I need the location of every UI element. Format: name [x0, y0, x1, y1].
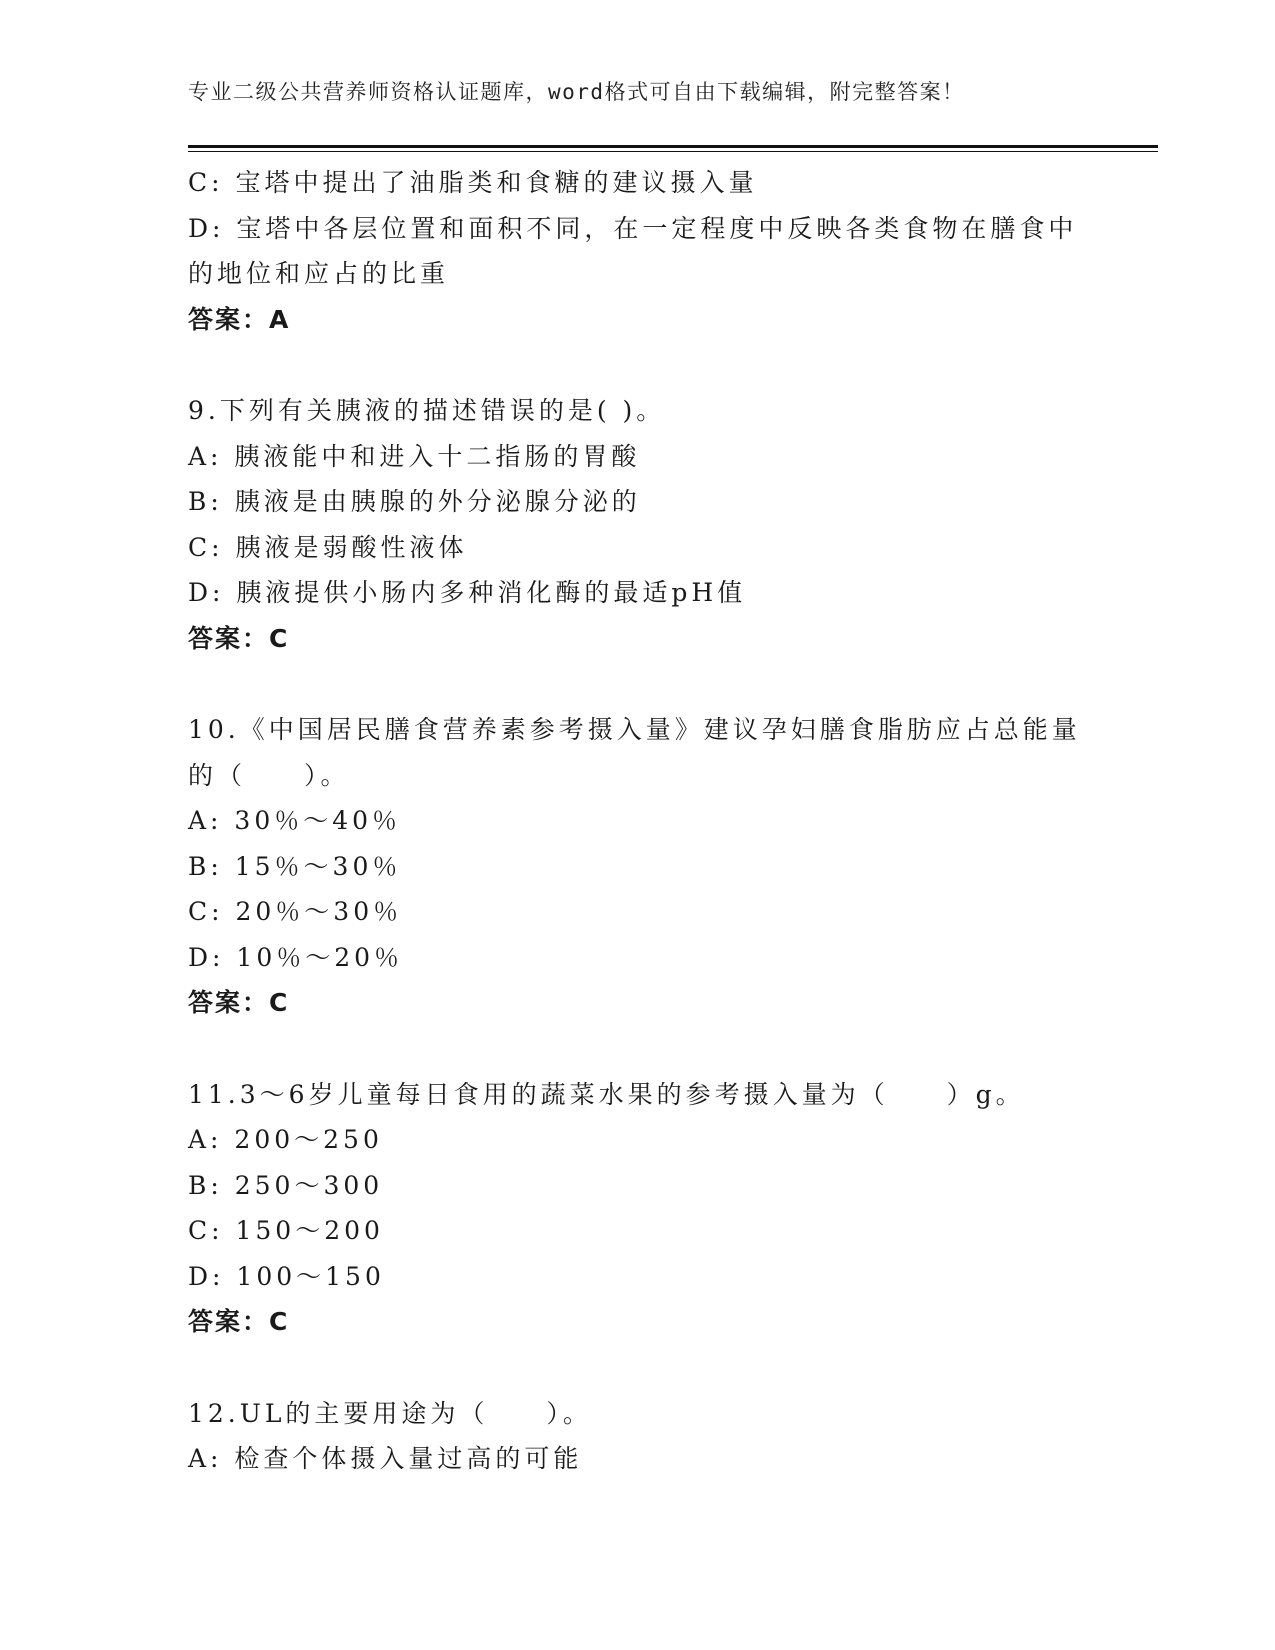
- option-b: B: 胰液是由胰腺的外分泌腺分泌的: [188, 487, 641, 516]
- answer: 答案：C: [188, 988, 290, 1017]
- option-d: D: 100～150: [188, 1261, 385, 1291]
- question-stem-continued: 的（ ）。: [188, 760, 350, 790]
- question-11: [188, 1072, 1088, 1345]
- question-9: [188, 388, 1088, 661]
- option-c: C: 宝塔中提出了油脂类和食糖的建议摄入量: [188, 168, 758, 197]
- option-c: C: 150～200: [188, 1216, 384, 1245]
- question-stem: 9.下列有关胰液的描述错误的是( )。: [188, 396, 666, 425]
- question-10: [188, 707, 1088, 1026]
- option-d: D: 胰液提供小肠内多种消化酶的最适pH值: [188, 578, 747, 607]
- page-header: 专业二级公共营养师资格认证题库，word格式可自由下载编辑，附完整答案！: [188, 80, 965, 104]
- question-8-tail: [188, 160, 1088, 342]
- question-12: [188, 1391, 1088, 1482]
- answer: 答案：C: [188, 1307, 290, 1336]
- option-d: D: 宝塔中各层位置和面积不同，在一定程度中反映各类食物在膳食中: [188, 213, 1078, 243]
- answer: 答案：A: [188, 304, 291, 334]
- spacer: [188, 1345, 1088, 1391]
- option-b: B: 250～300: [188, 1170, 384, 1200]
- spacer: [188, 1026, 1088, 1072]
- option-d-continued: 的地位和应占的比重: [188, 259, 450, 288]
- option-c: C: 胰液是弱酸性液体: [188, 532, 468, 562]
- spacer: [188, 661, 1088, 707]
- option-a: A: 200～250: [188, 1125, 383, 1154]
- header-rule-thick: [188, 145, 1158, 148]
- question-stem: 10.《中国居民膳食营养素参考摄入量》建议孕妇膳食脂肪应占总能量: [188, 715, 1081, 744]
- question-stem: 11.3～6岁儿童每日食用的蔬菜水果的参考摄入量为（ ）g。: [188, 1079, 1025, 1109]
- question-stem: 12.UL的主要用途为（ ）。: [188, 1398, 592, 1428]
- option-a: A: 检查个体摄入量过高的可能: [188, 1444, 583, 1473]
- answer: 答案：C: [188, 623, 290, 653]
- option-d: D: 10％～20％: [188, 942, 404, 972]
- option-a: A: 30％～40％: [188, 806, 402, 835]
- option-c: C: 20％～30％: [188, 897, 403, 926]
- header-rule-thin: [188, 151, 1158, 152]
- option-b: B: 15％～30％: [188, 851, 402, 881]
- spacer: [188, 342, 1088, 388]
- option-a: A: 胰液能中和进入十二指肠的胃酸: [188, 441, 641, 471]
- document-body: [188, 160, 1088, 1482]
